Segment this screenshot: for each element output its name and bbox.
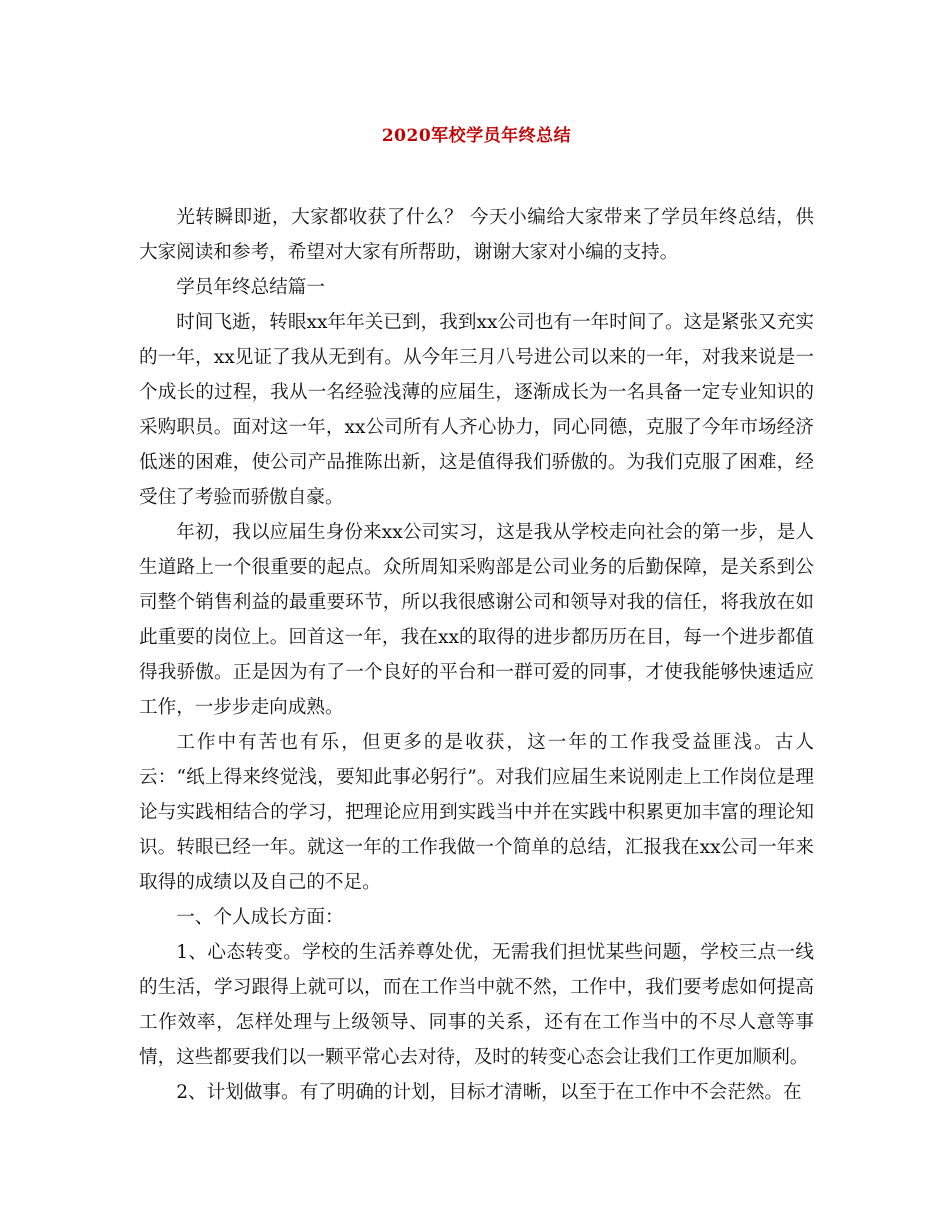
paragraph-body: 2、计划做事。有了明确的计划，目标才清晰，以至于在工作中不会茫然。在 bbox=[176, 1082, 802, 1103]
document-title: 2020军校学员年终总结 bbox=[381, 126, 572, 146]
paragraph-body: 时间飞逝，转眼xx年年关已到，我到xx公司也有一年时间了。这是紧张又充实的一年，xx见证了我从无到有。从今年三月八号进公司以来的一年，对我来说是一个成长的过程，我从一名经验浅薄的应届生，逐渐成长为一名具备一定专业知识的采购职员。面对这一年，xx公司所有人齐心协力，同心同德，克服了今年市场经济低迷的困难，使公司产品推陈出新，这是值得我们骄傲的。为我们克服了困难，经受住了考验而骄傲自豪。 bbox=[139, 312, 814, 508]
paragraph-section-heading: 学员年终总结篇一 bbox=[176, 277, 325, 298]
paragraph-body: 1、心态转变。学校的生活养尊处优，无需我们担忧某些问题，学校三点一线的生活，学习跟得上就可以，而在工作当中就不然，工作中，我们要考虑如何提高工作效率，怎样处理与上级领导、同事的关系，还有在工作当中的不尽人意等事情，这些都要我们以一颗平常心去对待，及时的转变心态会让我们工作更加顺利。 bbox=[139, 942, 814, 1068]
paragraph-body: 年初，我以应届生身份来xx公司实习，这是我从学校走向社会的第一步，是人生道路上一个很重要的起点。众所周知采购部是公司业务的后勤保障，是关系到公司整个销售利益的最重要环节，所以我很感谢公司和领导对我的信任，将我放在如此重要的岗位上。回首这一年，我在xx的取得的进步都历历在目，每一个进步都值得我骄傲。正是因为有了一个良好的平台和一群可爱的同事，才使我能够快速适应工作，一步步走向成熟。 bbox=[139, 522, 814, 718]
paragraph-intro: 光转瞬即逝，大家都收获了什么？ 今天小编给大家带来了学员年终总结，供大家阅读和参考，希望对大家有所帮助，谢谢大家对小编的支持。 bbox=[139, 207, 814, 263]
paragraph-subheading: 一、个人成长方面： bbox=[176, 907, 344, 928]
paragraph-body: 工作中有苦也有乐，但更多的是收获，这一年的工作我受益匪浅。古人云：“纸上得来终觉浅，要知此事必躬行”。对我们应届生来说刚走上工作岗位是理论与实践相结合的学习，把理论应用到实践当中并在实践中积累更加丰富的理论知识。转眼已经一年。就这一年的工作我做一个简单的总结，汇报我在xx公司一年来取得的成绩以及自己的不足。 bbox=[139, 732, 814, 893]
